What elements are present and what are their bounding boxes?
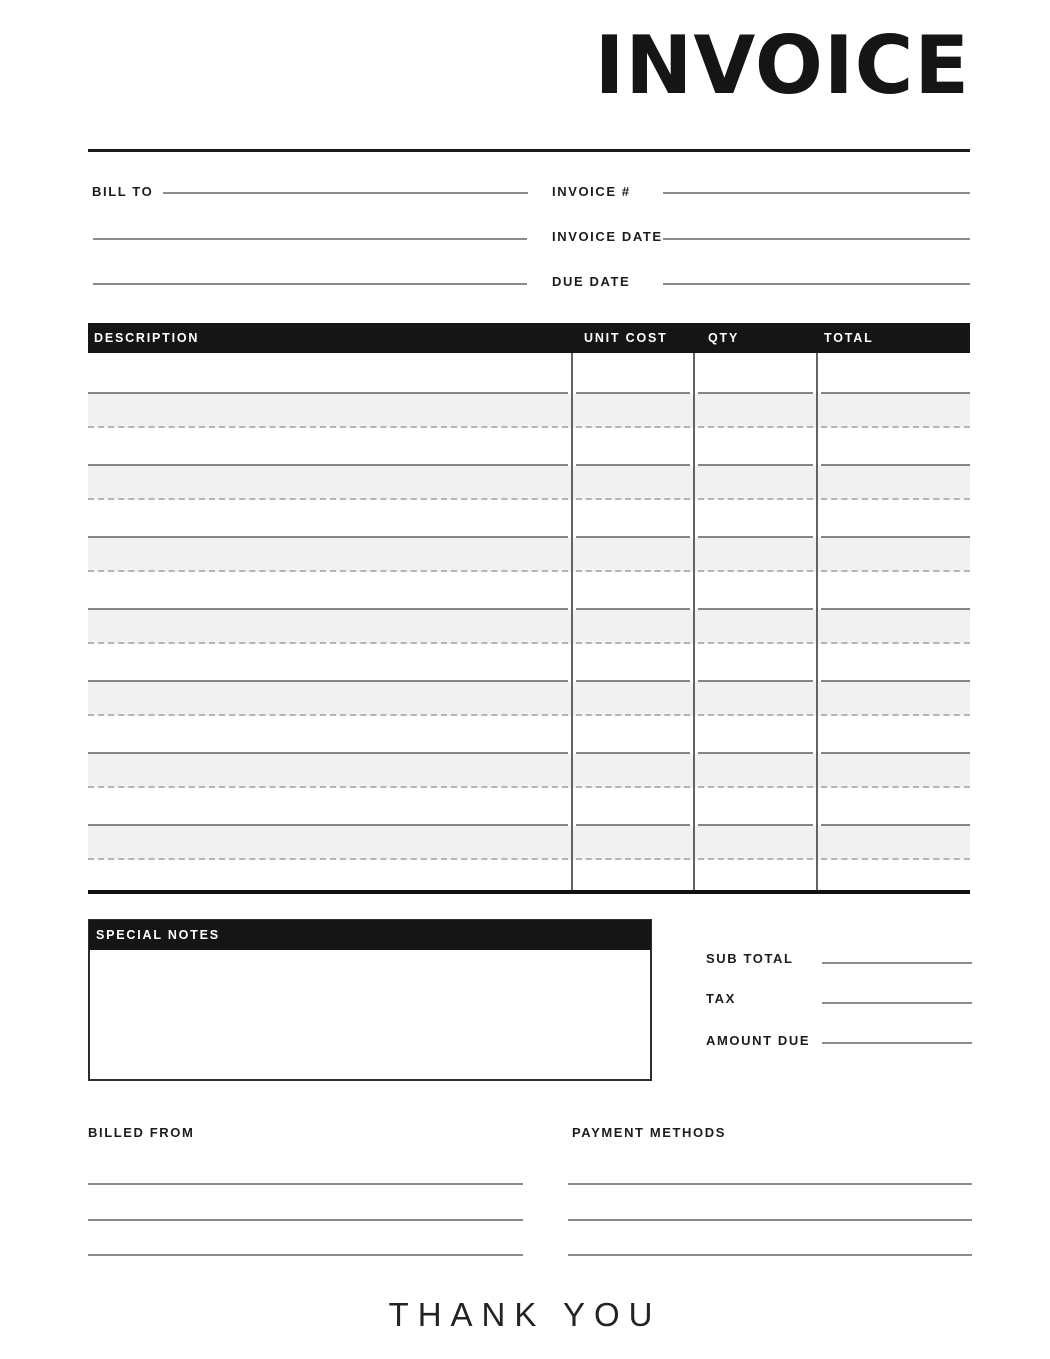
table-row-shaded-line[interactable] — [88, 538, 970, 572]
cell-total[interactable] — [817, 754, 970, 788]
special-notes-header — [89, 920, 651, 950]
cell-description[interactable] — [88, 356, 572, 394]
table-row-line[interactable] — [88, 428, 970, 466]
special-notes-input-area[interactable] — [90, 950, 650, 1080]
table-row-line[interactable] — [88, 356, 970, 394]
subtotal-label: SUB TOTAL — [706, 951, 794, 966]
amount-due-line[interactable] — [822, 1042, 972, 1044]
table-row-shaded-line[interactable] — [88, 394, 970, 428]
billed-from-line-2[interactable] — [88, 1219, 523, 1221]
cell-qty[interactable] — [694, 682, 817, 716]
special-notes-box — [88, 919, 652, 1081]
cell-qty[interactable] — [694, 716, 817, 754]
invoice-number-line[interactable] — [663, 192, 970, 194]
cell-unit-cost[interactable] — [572, 644, 694, 682]
cell-description[interactable] — [88, 500, 572, 538]
cell-unit-cost[interactable] — [572, 538, 694, 572]
cell-description[interactable] — [88, 466, 572, 500]
cell-qty[interactable] — [694, 538, 817, 572]
cell-total[interactable] — [817, 788, 970, 826]
cell-description[interactable] — [88, 572, 572, 610]
cell-description[interactable] — [88, 644, 572, 682]
cell-qty[interactable] — [694, 644, 817, 682]
cell-total[interactable] — [817, 466, 970, 500]
amount-due-label: AMOUNT DUE — [706, 1033, 811, 1048]
bill-to-line-2[interactable] — [93, 238, 527, 240]
column-divider-qty — [693, 353, 695, 890]
payment-methods-label: PAYMENT METHODS — [572, 1125, 727, 1140]
cell-qty[interactable] — [694, 754, 817, 788]
items-table-header — [88, 323, 970, 353]
table-row-line[interactable] — [88, 788, 970, 826]
bill-to-line-3[interactable] — [93, 283, 527, 285]
cell-description[interactable] — [88, 682, 572, 716]
page-title: INVOICE — [594, 19, 970, 112]
table-bottom-rule — [88, 890, 970, 894]
column-divider-unit-cost — [571, 353, 573, 890]
bill-to-line-1[interactable] — [163, 192, 528, 194]
table-row-shaded-line[interactable] — [88, 466, 970, 500]
cell-description[interactable] — [88, 428, 572, 466]
subtotal-line[interactable] — [822, 962, 972, 964]
cell-unit-cost[interactable] — [572, 394, 694, 428]
cell-total[interactable] — [817, 356, 970, 394]
cell-description[interactable] — [88, 826, 572, 860]
table-row-shaded-line[interactable] — [88, 754, 970, 788]
cell-total[interactable] — [817, 500, 970, 538]
tax-label: TAX — [706, 991, 736, 1006]
thank-you-text: THANK YOU — [388, 1296, 662, 1333]
cell-unit-cost[interactable] — [572, 754, 694, 788]
cell-description[interactable] — [88, 610, 572, 644]
title-divider-rule — [88, 149, 970, 152]
invoice-number-label: INVOICE # — [552, 184, 631, 199]
table-row-shaded-line[interactable] — [88, 826, 970, 860]
tax-line[interactable] — [822, 1002, 972, 1004]
table-row-shaded-line[interactable] — [88, 682, 970, 716]
column-header-unit-cost: UNIT COST — [584, 331, 668, 345]
cell-total[interactable] — [817, 428, 970, 466]
cell-unit-cost[interactable] — [572, 356, 694, 394]
due-date-line[interactable] — [663, 283, 970, 285]
cell-unit-cost[interactable] — [572, 428, 694, 466]
cell-unit-cost[interactable] — [572, 500, 694, 538]
invoice-date-label: INVOICE DATE — [552, 229, 663, 244]
cell-unit-cost[interactable] — [572, 466, 694, 500]
billed-from-label: BILLED FROM — [88, 1125, 195, 1140]
due-date-label: DUE DATE — [552, 274, 631, 289]
cell-total[interactable] — [817, 644, 970, 682]
cell-qty[interactable] — [694, 356, 817, 394]
cell-description[interactable] — [88, 394, 572, 428]
cell-description[interactable] — [88, 716, 572, 754]
column-header-qty: QTY — [708, 331, 740, 345]
table-row-line[interactable] — [88, 572, 970, 610]
cell-qty[interactable] — [694, 826, 817, 860]
column-header-description: DESCRIPTION — [94, 331, 200, 345]
cell-qty[interactable] — [694, 500, 817, 538]
column-divider-total — [816, 353, 818, 890]
cell-total[interactable] — [817, 716, 970, 754]
cell-qty[interactable] — [694, 572, 817, 610]
cell-total[interactable] — [817, 394, 970, 428]
cell-description[interactable] — [88, 788, 572, 826]
table-tail-spacer — [88, 860, 970, 890]
table-row-shaded-line[interactable] — [88, 610, 970, 644]
cell-total[interactable] — [817, 538, 970, 572]
cell-description[interactable] — [88, 754, 572, 788]
cell-unit-cost[interactable] — [572, 610, 694, 644]
payment-methods-line-2[interactable] — [568, 1219, 972, 1221]
cell-description[interactable] — [88, 538, 572, 572]
cell-total[interactable] — [817, 610, 970, 644]
items-table-body — [88, 353, 970, 890]
payment-methods-line-1[interactable] — [568, 1183, 972, 1185]
billed-from-line-1[interactable] — [88, 1183, 523, 1185]
cell-total[interactable] — [817, 682, 970, 716]
cell-unit-cost[interactable] — [572, 788, 694, 826]
bill-to-label: BILL TO — [92, 184, 154, 199]
invoice-date-line[interactable] — [663, 238, 970, 240]
cell-unit-cost[interactable] — [572, 572, 694, 610]
table-row-line[interactable] — [88, 716, 970, 754]
payment-methods-line-3[interactable] — [568, 1254, 972, 1256]
cell-unit-cost[interactable] — [572, 716, 694, 754]
cell-total[interactable] — [817, 826, 970, 860]
column-header-total: TOTAL — [824, 331, 874, 345]
special-notes-label: SPECIAL NOTES — [96, 928, 220, 942]
items-table — [88, 323, 970, 894]
cell-qty[interactable] — [694, 788, 817, 826]
billed-from-line-3[interactable] — [88, 1254, 523, 1256]
cell-qty[interactable] — [694, 394, 817, 428]
cell-total[interactable] — [817, 572, 970, 610]
cell-qty[interactable] — [694, 428, 817, 466]
cell-unit-cost[interactable] — [572, 682, 694, 716]
table-row-line[interactable] — [88, 500, 970, 538]
cell-qty[interactable] — [694, 466, 817, 500]
table-row-line[interactable] — [88, 644, 970, 682]
cell-qty[interactable] — [694, 610, 817, 644]
cell-unit-cost[interactable] — [572, 826, 694, 860]
